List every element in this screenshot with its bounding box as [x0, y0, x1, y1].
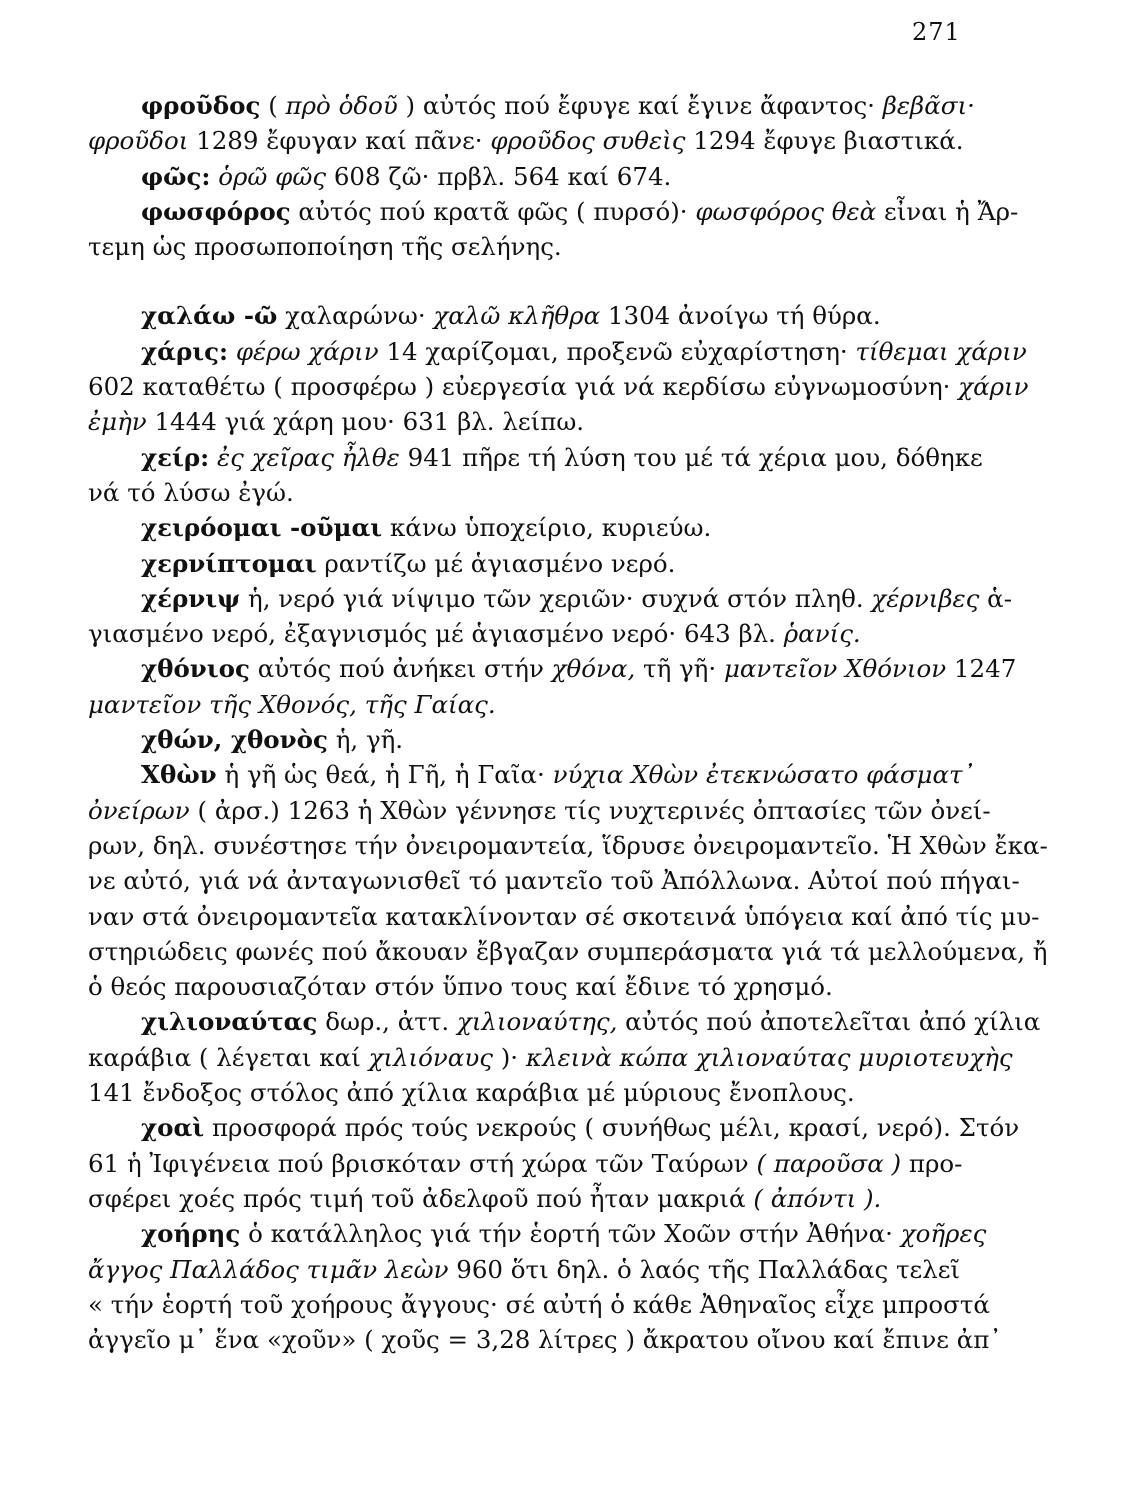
- text-line: [88, 687, 948, 722]
- headword: φωσφόρος: [141, 196, 291, 226]
- text-run: σφέρει χοές πρός τιμή τοῦ ἀδελφοῦ πού ἦταν μακριά: [88, 1183, 754, 1213]
- quotation: νύχια Χθὼν ἐτεκνώσατο φάσματ᾽: [552, 760, 975, 790]
- text-run: ἀγγεῖο μ᾽ ἕνα «χοῦν» ( χοῦς = 3,28 λίτρες ) ἄκρατου οἴνου καί ἔπινε ἀπ᾽: [88, 1325, 1002, 1355]
- text-line: [88, 934, 1048, 969]
- text-run: κάνω ὑποχείριο, κυριεύω.: [382, 513, 712, 543]
- headword: χάρις:: [141, 336, 229, 366]
- text-run: 1247: [946, 654, 1017, 684]
- headword: χειρόομαι -οῦμαι: [141, 513, 383, 543]
- text-line: [88, 1216, 987, 1251]
- text-run: δωρ., ἀττ.: [317, 1007, 457, 1037]
- text-line: [88, 828, 1048, 863]
- headword: χείρ:: [141, 442, 210, 472]
- text-line: [88, 159, 948, 194]
- headword: χερνίπτομαι: [141, 548, 317, 578]
- quotation: ὁρῶ φῶς: [218, 161, 327, 191]
- text-run: 941 πῆρε τή λύση του μέ τά χέρια μου, δόθηκε: [399, 442, 983, 472]
- text-run: εἶναι ἡ Ἄρ-: [876, 196, 1019, 226]
- quotation: μαντεῖον Χθόνιον: [723, 654, 947, 684]
- glossary-text: [88, 88, 1048, 1357]
- quotation: κλεινὰ κώπα χιλιοναύτας μυριοτευχὴς: [525, 1042, 1013, 1072]
- text-line: [88, 1252, 961, 1287]
- quotation: χιλιοναύτης,: [456, 1007, 618, 1037]
- text-line: [88, 369, 1029, 404]
- text-line: [88, 651, 1017, 686]
- text-run: [209, 443, 217, 472]
- text-line: [88, 88, 975, 123]
- text-line: [88, 969, 948, 1004]
- text-run: αὐτός πού ἀνήκει στήν: [249, 654, 552, 684]
- quotation: ὀνείρων: [88, 795, 190, 825]
- text-run: 1304 ἀνοίγω τή θύρα.: [600, 301, 881, 331]
- headword: χέρνιψ: [141, 583, 241, 613]
- text-run: 141 ἔνδοξος στόλος ἀπό χίλια καράβια μέ μύριους ἔνοπλους.: [88, 1078, 855, 1108]
- text-line: [88, 123, 964, 158]
- quotation: φέρω χάριν: [235, 336, 379, 366]
- quotation: μαντεῖον τῆς Χθονός, τῆς Γαίας.: [88, 689, 496, 719]
- text-run: προ-: [901, 1148, 963, 1178]
- text-line: [88, 863, 1020, 898]
- text-run: καράβια ( λέγεται καί: [88, 1042, 369, 1072]
- text-run: ὁ κατάλληλος γιά τήν ἑορτή τῶν Χοῶν στήν Ἀθήνα·: [240, 1219, 901, 1249]
- text-line: [88, 1322, 1002, 1357]
- text-run: αὐτός πού ἀποτελεῖται ἀπό χίλια: [617, 1007, 1041, 1037]
- text-line: [88, 404, 948, 439]
- text-run: ἁ-: [979, 583, 1012, 613]
- text-run: ρων, δηλ. συνέστησε τήν ὀνειρομαντεία, ἵδρυσε ὀνειρομαντεῖο. Ἡ Χθὼν ἔκα-: [88, 830, 1048, 860]
- text-run: ναν στά ὀνειρομαντεῖα κατακλίνονταν σέ σκοτεινά ὑπόγεια καί ἀπό τίς μυ-: [88, 901, 1040, 931]
- text-line: [88, 1075, 948, 1110]
- quotation: χοῆρες: [900, 1219, 987, 1249]
- text-run: )·: [492, 1042, 526, 1072]
- headword: χθών, χθονὸς: [141, 725, 328, 755]
- text-line: [88, 793, 991, 828]
- text-run: 608 ζῶ· πρβλ. 564 καί 674.: [326, 161, 672, 191]
- text-run: αὐτός πού κρατᾶ φῶς ( πυρσό)·: [290, 196, 696, 226]
- quotation: χθόνα,: [551, 654, 636, 684]
- text-run: νε αὐτό, γιά νά ἀνταγωνισθεῖ τό μαντεῖο τοῦ Ἀπόλλωνα. Αὐτοί πού πήγαι-: [88, 866, 1020, 896]
- text-run: ἡ, νερό γιά νίψιμο τῶν χεριῶν· συχνά στόν πληθ.: [240, 583, 872, 613]
- text-run: ἡ γῆ ὡς θεά, ἡ Γῆ, ἡ Γαῖα·: [216, 760, 553, 790]
- quotation: ἐς χεῖρας ἦλθε: [217, 442, 400, 472]
- text-line: [88, 899, 1040, 934]
- quotation: χαλῶ κλῆθρα: [433, 301, 601, 331]
- text-run: ) αὐτός πού ἔφυγε καί ἔγινε ἄφαντος·: [397, 91, 883, 120]
- headword: Χθὼν: [141, 760, 217, 790]
- text-line: [88, 440, 983, 475]
- text-line: [88, 581, 1012, 616]
- text-run: ἡ, γῆ.: [327, 725, 404, 755]
- text-run: νά τό λύσω ἐγώ.: [88, 477, 294, 507]
- headword: φῶς:: [141, 161, 211, 191]
- quotation: ἄγγος Παλλάδος τιμᾶν λεὼν: [88, 1254, 449, 1284]
- text-run: (: [260, 91, 286, 120]
- text-run: προσφορά πρός τούς νεκρούς ( συνήθως μέλι, κρασί, νερό). Στόν: [204, 1113, 1020, 1143]
- quotation: ( ἀπόντι ).: [753, 1183, 882, 1213]
- headword: χιλιοναύτας: [141, 1007, 318, 1037]
- text-line: [88, 1110, 1020, 1145]
- text-run: στηριώδεις φωνές πού ἄκουαν ἔβγαζαν συμπεράσματα γιά τά μελλούμενα, ἤ: [88, 936, 1048, 966]
- text-line: [88, 194, 1019, 229]
- quotation: βεβᾶσι·: [882, 91, 975, 120]
- text-run: 1444 γιά χάρη μου· 631 βλ. λείπω.: [146, 407, 585, 437]
- quotation: φωσφόρος θεὰ: [695, 196, 877, 226]
- text-run: [228, 337, 236, 366]
- text-line: [88, 475, 948, 510]
- text-line: [88, 229, 948, 264]
- text-line: [88, 616, 948, 651]
- text-run: 1294 ἔφυγε βιαστικά.: [685, 126, 964, 156]
- text-line: [88, 1181, 948, 1216]
- quotation: τίθεμαι χάριν: [855, 336, 1027, 366]
- headword: χθόνιος: [141, 654, 250, 684]
- text-run: 14 χαρίζομαι, προξενῶ εὐχαρίστηση·: [378, 336, 856, 366]
- text-line: [88, 334, 1027, 369]
- text-run: ραντίζω μέ ἁγιασμένο νερό.: [316, 548, 676, 578]
- text-line: [88, 757, 975, 792]
- text-run: ( ἀρσ.) 1263 ἡ Χθὼν γέννησε τίς νυχτερινές ὀπτασίες τῶν ὀνεί-: [189, 795, 991, 825]
- headword: χαλάω -ῶ: [141, 301, 278, 331]
- headword: χοαὶ: [141, 1113, 205, 1143]
- text-run: 602 καταθέτω ( προσφέρω ) εὐεργεσία γιά νά κερδίσω εὐγνωμοσύνη·: [88, 372, 959, 402]
- text-line: [88, 546, 948, 581]
- text-run: « τήν ἑορτή τοῦ χοήρους ἄγγους· σέ αὐτή ὁ κάθε Ἀθηναῖος εἶχε μπροστά: [88, 1289, 990, 1319]
- text-line: [88, 1146, 963, 1181]
- text-line: [88, 1004, 1041, 1039]
- quotation: χάριν: [958, 372, 1029, 402]
- text-line: [88, 1040, 1013, 1075]
- quotation: χιλιόναυς: [368, 1042, 493, 1072]
- text-run: γιασμένο νερό, ἐξαγνισμός μέ ἁγιασμένο νερό· 643 βλ.: [88, 619, 784, 649]
- text-run: 1289 ἔφυγαν καί πᾶνε·: [188, 126, 491, 156]
- text-line: [88, 1287, 990, 1322]
- text-line: [88, 298, 948, 333]
- text-line: [88, 510, 948, 545]
- quotation: φροῦδος συθεὶς: [490, 126, 686, 156]
- text-run: 960 ὅτι δηλ. ὁ λαός τῆς Παλλάδας τελεῖ: [448, 1254, 961, 1284]
- quotation: χέρνιβες: [871, 583, 980, 613]
- text-run: τεμη ὡς προσωποποίηση τῆς σελήνης.: [88, 232, 562, 262]
- text-run: τῆ γῆ·: [635, 654, 724, 684]
- quotation: πρὸ ὁδοῦ: [285, 91, 398, 120]
- headword: φροῦδος: [141, 91, 261, 120]
- text-line: [88, 722, 948, 757]
- text-run: 61 ἡ Ἰφιγένεια πού βρισκόταν στή χώρα τῶν Ταύρων: [88, 1148, 757, 1178]
- text-run: ὁ θεός παρουσιαζόταν στόν ὕπνο τους καί ἔδινε τό χρησμό.: [88, 972, 833, 1002]
- quotation: ἐμὴν: [88, 407, 147, 437]
- quotation: ῥανίς.: [783, 619, 861, 649]
- quotation: ( παροῦσα ): [756, 1148, 902, 1178]
- page-number: 271: [912, 18, 961, 46]
- headword: χοήρης: [141, 1219, 241, 1249]
- quotation: φροῦδοι: [88, 126, 189, 156]
- text-run: χαλαρώνω·: [277, 301, 434, 331]
